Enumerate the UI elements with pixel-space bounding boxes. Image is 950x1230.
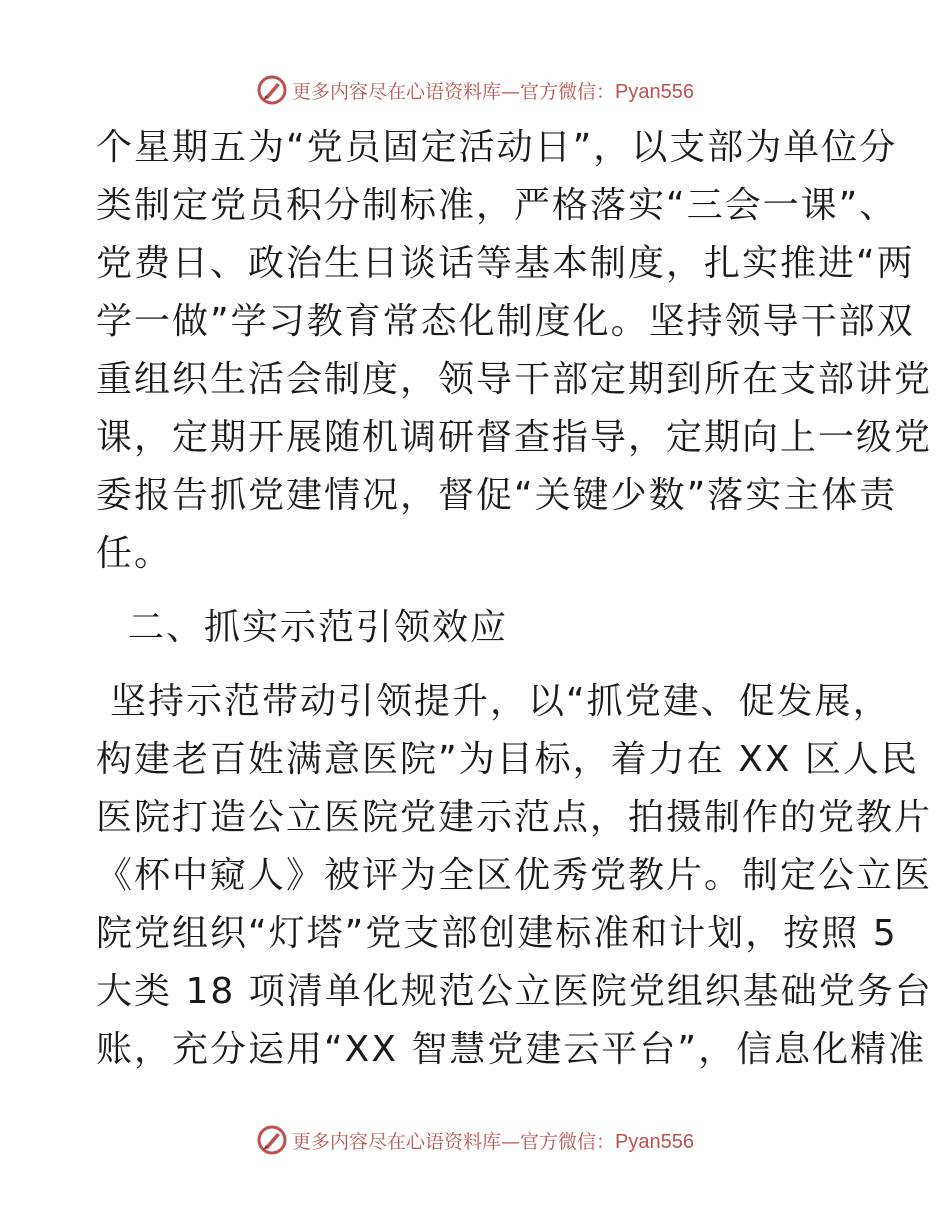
text-line: 账，充分运用“XX 智慧党建云平台”，信息化精准	[96, 1029, 927, 1070]
text-line: 医院打造公立医院党建示范点，拍摄制作的党教片	[96, 797, 933, 838]
text-line: 个星期五为“党员固定活动日”，以支部为单位分	[96, 127, 898, 168]
text-line: 《杯中窥人》被评为全区优秀党教片。制定公立医	[96, 855, 933, 896]
watermark-text: 更多内容尽在心语资料库—官方微信：Pyan556	[292, 80, 694, 103]
text-line: 大类 18 项清单化规范公立医院党组织基础党务台	[96, 971, 933, 1012]
watermark-text: 更多内容尽在心语资料库—官方微信：Pyan556	[292, 1130, 694, 1153]
text-line: 类制定党员积分制标准，严格落实“三会一课”、	[96, 185, 898, 226]
quill-logo-icon	[256, 1124, 288, 1156]
text-line: 党费日、政治生日谈话等基本制度，扎实推进“两	[96, 243, 915, 284]
text-line: 坚持示范带动引领提升，以“抓党建、促发展，	[110, 681, 891, 722]
section-heading: 二、抓实示范引领效应	[128, 607, 509, 648]
text-line: 课，定期开展随机调研督查指导，定期向上一级党	[96, 417, 933, 458]
watermark-footer	[0, 1122, 950, 1158]
text-line: 任。	[96, 533, 173, 574]
text-line: 院党组织“灯塔”党支部创建标准和计划，按照 5	[96, 913, 898, 954]
text-line: 委报告抓党建情况，督促“关键少数”落实主体责	[96, 475, 898, 516]
text-line: 学一做”学习教育常态化制度化。坚持领导干部双	[96, 301, 915, 342]
text-line: 构建老百姓满意医院”为目标，着力在 XX 区人民	[96, 739, 919, 780]
text-line: 重组织生活会制度，领导干部定期到所在支部讲党	[96, 359, 933, 400]
